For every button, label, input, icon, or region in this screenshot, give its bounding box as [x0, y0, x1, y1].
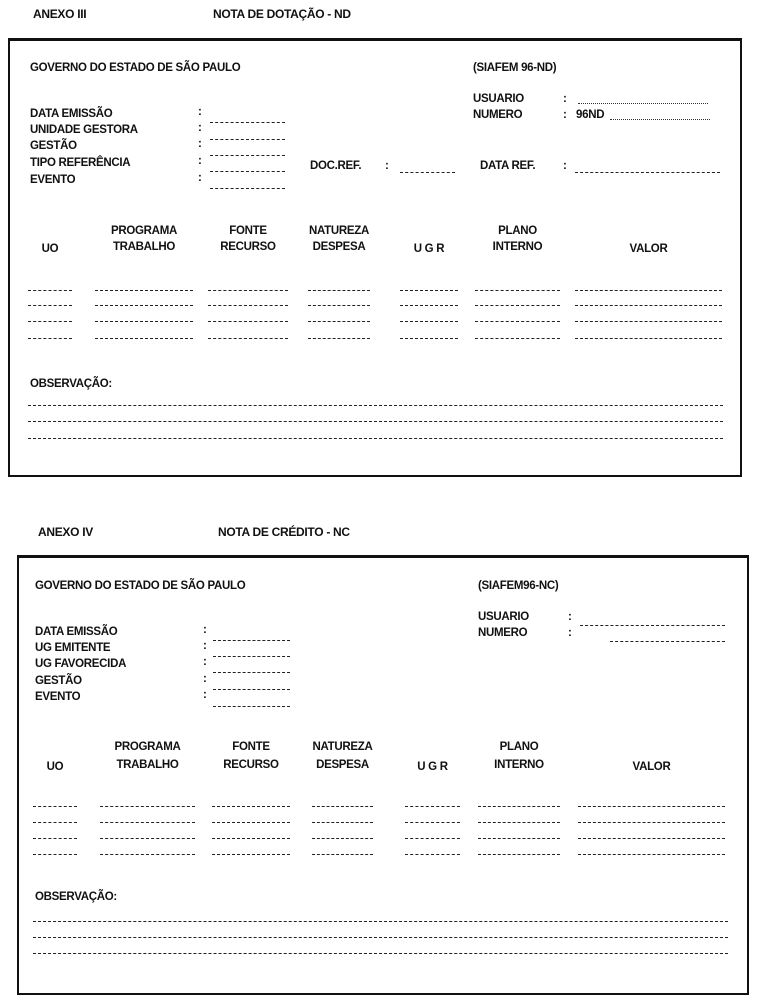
- table-cell-input[interactable]: [28, 321, 72, 322]
- field-label: DATA EMISSÃO: [30, 108, 113, 120]
- field-colon: :: [203, 656, 207, 668]
- table-cell-input[interactable]: [475, 305, 560, 306]
- field-input[interactable]: [210, 155, 285, 156]
- table-cell-input[interactable]: [478, 822, 560, 823]
- numero-label: NUMERO: [478, 627, 528, 639]
- table-cell-input[interactable]: [308, 305, 370, 306]
- field-label: UNIDADE GESTORA: [30, 124, 138, 136]
- field-colon: :: [203, 624, 207, 636]
- observation-line[interactable]: [33, 937, 728, 938]
- table-cell-input[interactable]: [100, 806, 195, 807]
- observation-line[interactable]: [33, 921, 728, 922]
- form-box-nc: [17, 555, 749, 995]
- field-input[interactable]: [210, 122, 285, 123]
- table-cell-input[interactable]: [212, 854, 290, 855]
- numero-label: NUMERO: [473, 109, 523, 121]
- usuario-colon: :: [568, 611, 572, 623]
- usuario-field[interactable]: [580, 625, 725, 626]
- column-header-line2: RECURSO: [223, 759, 279, 771]
- doc-ref-field[interactable]: [400, 172, 455, 173]
- column-header-line1: FONTE: [232, 741, 270, 753]
- observation-line[interactable]: [28, 421, 723, 422]
- numero-field[interactable]: [610, 119, 710, 120]
- column-header-line1: NATUREZA: [309, 225, 369, 237]
- column-header-line1: PLANO: [498, 225, 537, 237]
- government-label: GOVERNO DO ESTADO DE SÃO PAULO: [35, 580, 246, 592]
- table-cell-input[interactable]: [212, 822, 290, 823]
- observation-label: OBSERVAÇÃO:: [30, 378, 112, 390]
- table-cell-input[interactable]: [208, 290, 288, 291]
- table-cell-input[interactable]: [575, 338, 722, 339]
- table-cell-input[interactable]: [478, 854, 560, 855]
- column-header-line2: INTERNO: [494, 759, 544, 771]
- table-cell-input[interactable]: [33, 806, 77, 807]
- data-ref-colon: :: [563, 160, 567, 172]
- field-colon: :: [198, 122, 202, 134]
- table-cell-input[interactable]: [575, 290, 722, 291]
- column-header-line1: PROGRAMA: [114, 741, 181, 753]
- column-header-line2: RECURSO: [220, 241, 276, 253]
- field-input[interactable]: [210, 188, 285, 189]
- table-cell-input[interactable]: [308, 338, 370, 339]
- field-label: TIPO REFERÊNCIA: [30, 157, 131, 169]
- table-cell-input[interactable]: [400, 338, 458, 339]
- table-cell-input[interactable]: [400, 290, 458, 291]
- numero-colon: :: [563, 109, 567, 121]
- table-cell-input[interactable]: [28, 305, 72, 306]
- table-cell-input[interactable]: [95, 321, 193, 322]
- column-header-line1: PROGRAMA: [111, 225, 177, 237]
- usuario-label: USUARIO: [473, 93, 524, 105]
- numero-colon: :: [568, 627, 572, 639]
- column-header-line1: NATUREZA: [312, 741, 373, 753]
- table-cell-input[interactable]: [95, 290, 193, 291]
- table-cell-input[interactable]: [95, 338, 193, 339]
- table-cell-input[interactable]: [578, 854, 725, 855]
- table-cell-input[interactable]: [475, 290, 560, 291]
- table-cell-input[interactable]: [405, 806, 460, 807]
- field-input[interactable]: [210, 139, 285, 140]
- field-colon: :: [203, 640, 207, 652]
- table-cell-input[interactable]: [208, 321, 288, 322]
- table-cell-input[interactable]: [208, 305, 288, 306]
- table-cell-input[interactable]: [212, 838, 290, 839]
- table-cell-input[interactable]: [575, 305, 722, 306]
- doc-ref-colon: :: [385, 160, 389, 172]
- field-label: EVENTO: [30, 174, 76, 186]
- column-header-line2: DESPESA: [312, 241, 366, 253]
- field-colon: :: [198, 138, 202, 150]
- column-header-line2: VALOR: [629, 243, 668, 255]
- table-cell-input[interactable]: [28, 338, 72, 339]
- field-label: UG FAVORECIDA: [35, 658, 127, 670]
- table-cell-input[interactable]: [475, 321, 560, 322]
- field-colon: :: [203, 689, 207, 701]
- table-cell-input[interactable]: [33, 854, 77, 855]
- column-header-line2: UO: [41, 243, 59, 255]
- table-cell-input[interactable]: [312, 838, 373, 839]
- table-cell-input[interactable]: [575, 321, 722, 322]
- table-cell-input[interactable]: [578, 838, 725, 839]
- column-header-line2: TRABALHO: [112, 241, 176, 253]
- observation-line[interactable]: [33, 953, 728, 954]
- data-ref-field[interactable]: [575, 172, 720, 173]
- data-ref-label: DATA REF.: [480, 160, 536, 172]
- government-label: GOVERNO DO ESTADO DE SÃO PAULO: [30, 62, 241, 74]
- column-header-line2: VALOR: [632, 761, 671, 773]
- table-cell-input[interactable]: [478, 806, 560, 807]
- observation-line[interactable]: [28, 405, 723, 406]
- field-label: GESTÃO: [30, 140, 77, 152]
- field-label: DATA EMISSÃO: [35, 626, 118, 638]
- column-header-line2: INTERNO: [492, 241, 543, 253]
- column-header-line2: U G R: [417, 761, 448, 773]
- table-cell-input[interactable]: [33, 822, 77, 823]
- form-title: NOTA DE DOTAÇÃO - ND: [213, 7, 351, 21]
- table-cell-input[interactable]: [212, 806, 290, 807]
- table-cell-input[interactable]: [100, 854, 195, 855]
- usuario-colon: :: [563, 93, 567, 105]
- table-cell-input[interactable]: [33, 838, 77, 839]
- form-title: NOTA DE CRÉDITO - NC: [218, 525, 350, 539]
- field-colon: :: [198, 155, 202, 167]
- column-header-line1: FONTE: [229, 225, 267, 237]
- system-code: (SIAFEM 96-ND): [473, 62, 557, 74]
- table-cell-input[interactable]: [400, 321, 458, 322]
- table-cell-input[interactable]: [578, 822, 725, 823]
- table-cell-input[interactable]: [28, 290, 72, 291]
- field-input[interactable]: [213, 672, 290, 673]
- column-header-line2: DESPESA: [316, 759, 369, 771]
- table-cell-input[interactable]: [95, 305, 193, 306]
- table-cell-input[interactable]: [312, 806, 373, 807]
- field-colon: :: [198, 172, 202, 184]
- numero-field[interactable]: [610, 641, 725, 642]
- table-cell-input[interactable]: [405, 854, 460, 855]
- usuario-label: USUARIO: [478, 611, 529, 623]
- column-header-line2: UO: [46, 761, 64, 773]
- table-cell-input[interactable]: [578, 806, 725, 807]
- field-colon: :: [198, 106, 202, 118]
- field-input[interactable]: [213, 706, 290, 707]
- field-input[interactable]: [213, 689, 290, 690]
- usuario-field[interactable]: [578, 103, 708, 104]
- observation-label: OBSERVAÇÃO:: [35, 891, 117, 903]
- table-cell-input[interactable]: [308, 321, 370, 322]
- table-cell-input[interactable]: [312, 822, 373, 823]
- table-cell-input[interactable]: [100, 822, 195, 823]
- field-input[interactable]: [213, 640, 290, 641]
- observation-line[interactable]: [28, 438, 723, 439]
- field-colon: :: [203, 673, 207, 685]
- table-cell-input[interactable]: [405, 838, 460, 839]
- system-code: (SIAFEM96-NC): [478, 580, 559, 592]
- table-cell-input[interactable]: [208, 338, 288, 339]
- field-label: UG EMITENTE: [35, 642, 111, 654]
- annex-label: ANEXO IV: [38, 525, 93, 539]
- column-header-line2: U G R: [413, 243, 445, 255]
- column-header-line2: TRABALHO: [116, 759, 179, 771]
- field-label: EVENTO: [35, 691, 81, 703]
- column-header-line1: PLANO: [499, 741, 539, 753]
- numero-value: 96ND: [576, 109, 605, 121]
- table-cell-input[interactable]: [308, 290, 370, 291]
- table-cell-input[interactable]: [312, 854, 373, 855]
- field-input[interactable]: [213, 656, 290, 657]
- table-cell-input[interactable]: [405, 822, 460, 823]
- doc-ref-label: DOC.REF.: [310, 160, 362, 172]
- field-label: GESTÃO: [35, 675, 82, 687]
- table-cell-input[interactable]: [475, 338, 560, 339]
- annex-label: ANEXO III: [33, 7, 87, 21]
- table-cell-input[interactable]: [400, 305, 458, 306]
- table-cell-input[interactable]: [478, 838, 560, 839]
- table-cell-input[interactable]: [100, 838, 195, 839]
- field-input[interactable]: [210, 171, 285, 172]
